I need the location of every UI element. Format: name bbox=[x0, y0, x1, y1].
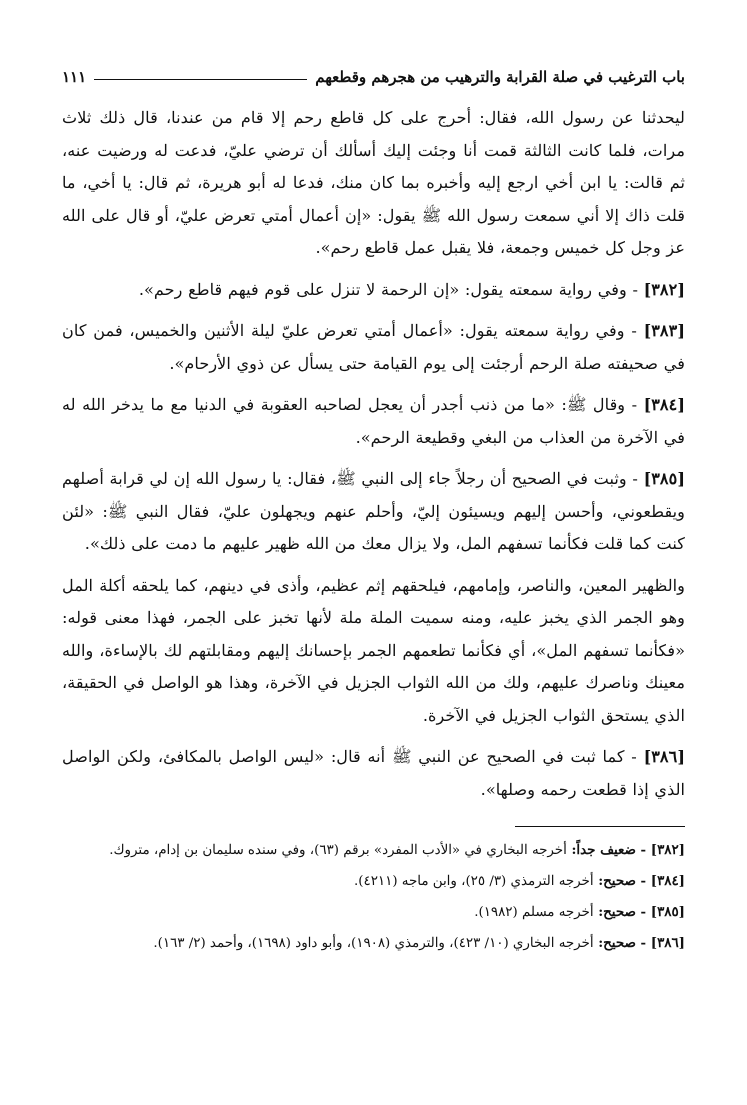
running-header bbox=[62, 66, 685, 88]
footnote bbox=[62, 868, 685, 895]
page-number: ١١١ bbox=[62, 68, 87, 86]
chapter-title: باب الترغيب في صلة القرابة والترهيب من هجرهم وقطعهم bbox=[315, 68, 685, 86]
paragraph-text: - وقال ﷺ: «ما من ذنب أجدر أن يعجل لصاحبه العقوبة في الدنيا مع ما يدخر الله له في الآخرة من العذاب من البغي وقطيعة الرحم». bbox=[62, 395, 685, 447]
footnote-grade: - صحيح: bbox=[593, 935, 651, 951]
paragraph-text: ليحدثنا عن رسول الله، فقال: أحرج على كل قاطع رحم إلا قام من عندنا، قال ذلك ثلاث مرات، فلما كانت الثالثة قمت أنا وجئت إليك أسألك أن ترضي عليّ، فدعت له ورضيت عنه، ثم قالت: يا ابن أخي ارجع إليه وأخبره بما كان منك، فدعا له أبو هريرة، ثم قال: يا أخي، ما قلت ذاك إلا أني سمعت رسول الله ﷺ يقول: «إن أعمال أمتي تعرض عليّ، أو قال على الله عز وجل كل خميس وجمعة، فلا يقبل عمل قاطع رحم». bbox=[62, 108, 685, 257]
hadith-number: [٣٨٥] bbox=[643, 469, 685, 488]
footnote-text: أخرجه البخاري في «الأدب المفرد» برقم (٦٣)، وفي سنده سليمان بن إدام، متروك. bbox=[109, 843, 567, 858]
paragraph-text: - وثبت في الصحيح أن رجلاً جاء إلى النبي ﷺ، فقال: يا رسول الله إن لي قرابة أصلهم ويقطعوني، وأحسن إليهم ويسيئون إليّ، وأحلم عنهم ويجهلون عليّ، فقال النبي ﷺ: «لئن كنت كما قلت فكأنما تسفهم المل، ولا يزال معك من الله ظهير عليهم ما دمت على ذلك». bbox=[62, 469, 685, 553]
paragraph-text: - كما ثبت في الصحيح عن النبي ﷺ أنه قال: «ليس الواصل بالمكافئ، ولكن الواصل الذي إذا قطعت رحمه وصلها». bbox=[62, 747, 685, 799]
paragraph bbox=[62, 463, 685, 561]
footnote-text: أخرجه مسلم (١٩٨٢). bbox=[474, 905, 594, 920]
footnote-separator bbox=[515, 826, 685, 827]
hadith-number: [٣٨٦] bbox=[643, 747, 685, 766]
footnotes bbox=[62, 837, 685, 957]
paragraph bbox=[62, 102, 685, 265]
header-rule bbox=[94, 79, 307, 80]
hadith-number: [٣٨٢] bbox=[643, 279, 685, 299]
footnote-number: [٣٨٢] bbox=[650, 842, 685, 858]
paragraph bbox=[62, 570, 685, 733]
footnote-grade: - صحيح: bbox=[593, 873, 651, 889]
footnote-number: [٣٨٦] bbox=[650, 935, 685, 951]
paragraph bbox=[62, 274, 685, 307]
footnote bbox=[62, 837, 685, 864]
paragraph bbox=[62, 389, 685, 454]
paragraph-text: - وفي رواية سمعته يقول: «أعمال أمتي تعرض عليّ ليلة الأثنين والخميس، فمن كان في صحيفته صلة الرحم أرجئت إلى يوم القيامة حتى يسأل عن ذوي الأرحام». bbox=[62, 321, 685, 373]
footnote-text: أخرجه البخاري (١٠/ ٤٢٣)، والترمذي (١٩٠٨)، وأبو داود (١٦٩٨)، وأحمد (٢/ ١٦٣). bbox=[153, 936, 594, 951]
paragraph-text: والظهير المعين، والناصر، وإمامهم، فيلحقهم إثم عظيم، وأذى في دينهم، كما يلحقه أكلة المل وهو الجمر الذي يخبز عليه، ومنه سميت الملة ملة لأنها تخبز على الجمر، فهذا معنى قوله: «فكأنما تسفهم المل»، أي فكأنما تطعمهم الجمر بإحسانك إليهم ومقابلتهم لك بالإساءة، والله معينك وناصرك عليهم، ولك من الله الثواب الجزيل في الآخرة، وهذا هو الواصل في الحقيقة، الذي يستحق الثواب الجزيل في الآخرة. bbox=[62, 575, 685, 725]
hadith-number: [٣٨٤] bbox=[643, 395, 685, 414]
footnote-grade: - ضعيف جداً: bbox=[566, 842, 651, 858]
footnote bbox=[62, 899, 685, 926]
footnote-grade: - صحيح: bbox=[593, 904, 651, 920]
footnote bbox=[62, 930, 685, 957]
hadith-number: [٣٨٣] bbox=[643, 321, 685, 340]
main-text bbox=[62, 102, 685, 806]
footnote-number: [٣٨٥] bbox=[650, 904, 685, 920]
footnote-text: أخرجه الترمذي (٣/ ٢٥)، وابن ماجه (٤٢١١). bbox=[354, 874, 594, 889]
paragraph bbox=[62, 315, 685, 380]
paragraph-text: - وفي رواية سمعته يقول: «إن الرحمة لا تنزل على قوم فيهم قاطع رحم». bbox=[138, 279, 644, 299]
paragraph bbox=[62, 741, 685, 806]
footnote-number: [٣٨٤] bbox=[650, 873, 685, 889]
